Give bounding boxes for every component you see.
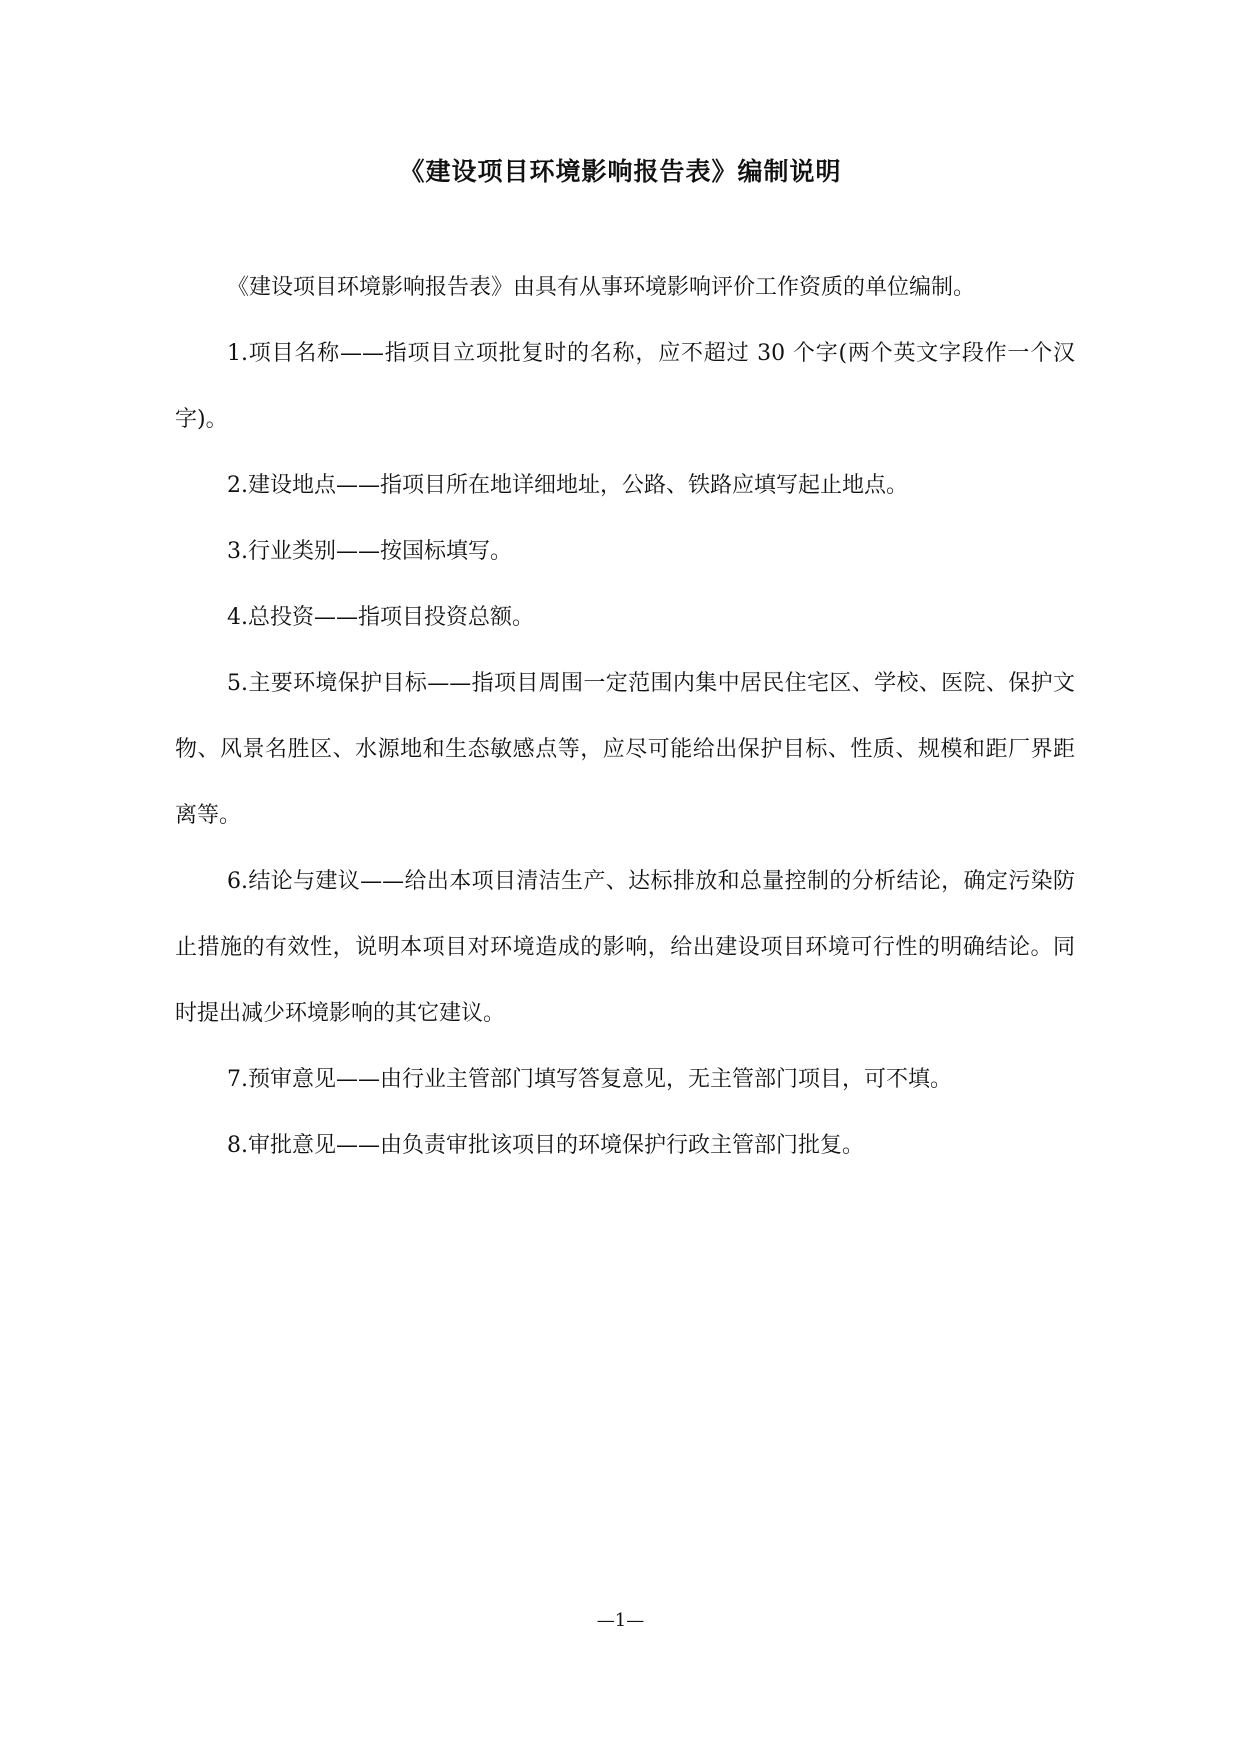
paragraph-approval: 8.审批意见——由负责审批该项目的环境保护行政主管部门批复。 (227, 1133, 864, 1158)
paragraph-conclusions: 6.结论与建议——给出本项目清洁生产、达标排放和总量控制的分析结论，确定污染防止措施的有效性，说明本项目对环境造成的影响，给出建设项目环境可行性的明确结论。同时提出减少环境影响的其它建议。 (175, 869, 1075, 1026)
document-body (175, 255, 1075, 1179)
paragraph-pre-review: 7.预审意见——由行业主管部门填写答复意见，无主管部门项目，可不填。 (227, 1067, 952, 1092)
paragraph-construction-site: 2.建设地点——指项目所在地详细地址，公路、铁路应填写起止地点。 (227, 473, 908, 498)
page-number: —1— (596, 1610, 645, 1631)
paragraph-intro: 《建设项目环境影响报告表》由具有从事环境影响评价工作资质的单位编制。 (227, 275, 976, 300)
paragraph-industry-category: 3.行业类别——按国标填写。 (227, 539, 512, 564)
paragraph-project-name: 1.项目名称——指项目立项批复时的名称，应不超过 30 个字(两个英文字段作一个汉字)。 (175, 341, 1075, 432)
paragraph-total-investment: 4.总投资——指项目投资总额。 (227, 605, 534, 630)
document-title: 《建设项目环境影响报告表》编制说明 (399, 157, 842, 186)
paragraph-protection-targets: 5.主要环境保护目标——指项目周围一定范围内集中居民住宅区、学校、医院、保护文物、风景名胜区、水源地和生态敏感点等，应尽可能给出保护目标、性质、规模和距厂界距离等。 (175, 671, 1075, 828)
